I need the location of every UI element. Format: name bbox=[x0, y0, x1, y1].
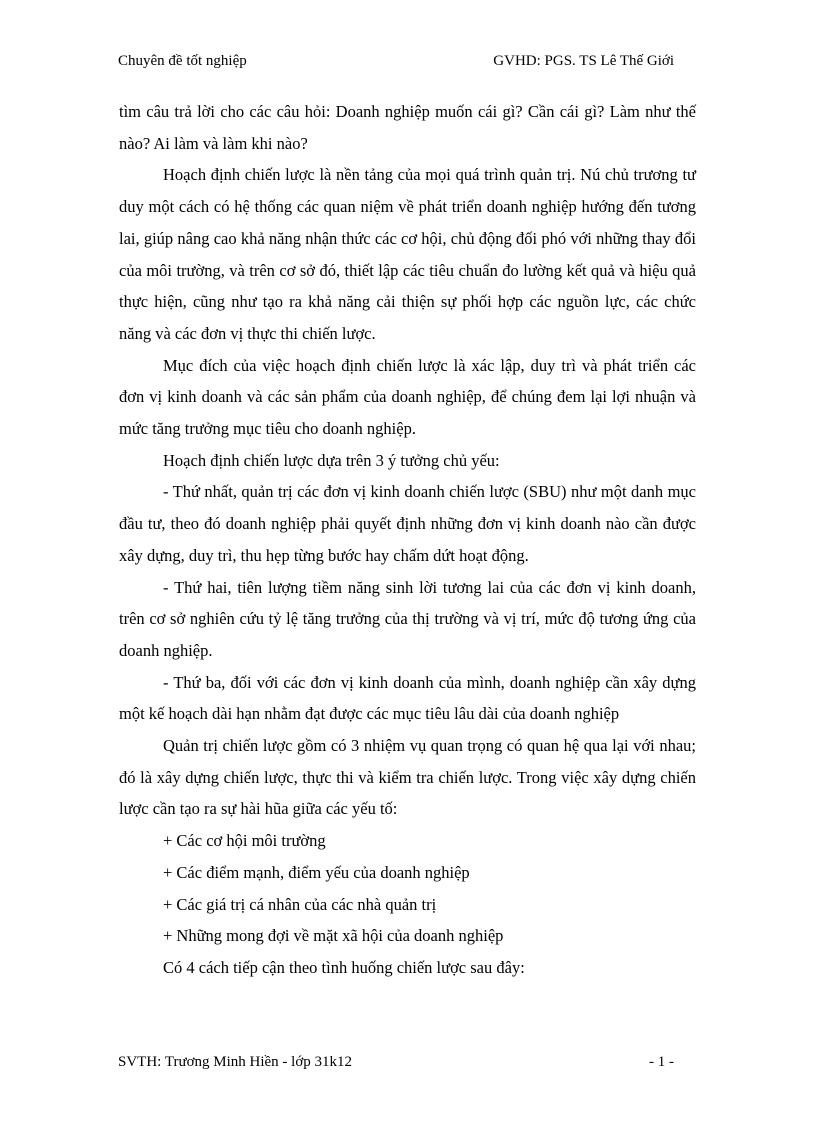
list-paragraph: - Thứ hai, tiên lượng tiềm năng sinh lời tương lai của các đơn vị kinh doanh, trên cơ sở nghiên cứu tỷ lệ tăng trưởng của thị trường và vị trí, mức độ tương ứng của doanh nghiệp. bbox=[119, 577, 696, 660]
list-paragraph: - Thứ nhất, quản trị các đơn vị kinh doanh chiến lược (SBU) như một danh mục đầu tư, theo đó doanh nghiệp phải quyết định những đơn vị kinh doanh nào cần được xây dựng, duy trì, thu hẹp từng bước hay chấm dứt hoạt động. bbox=[119, 482, 696, 565]
paragraph: Hoạch định chiến lược là nền tảng của mọi quá trình quản trị. Nú chủ trương tư duy một cách có hệ thống các quan niệm về phát triển doanh nghiệp hướng đến tương lai, giúp nâng cao khả năng nhận thức các cơ hội, chủ động đối phó với những thay đổi của môi trường, và trên cơ sở đó, thiết lập các tiêu chuẩn đo lường kết quả và hiệu quả thực hiện, cũng như tạo ra khả năng cải thiện sự phối hợp các nguồn lực, các chức năng và các đơn vị thực thi chiến lược. bbox=[119, 165, 696, 343]
paragraph: Hoạch định chiến lược dựa trên 3 ý tưởng chủ yếu: bbox=[163, 450, 500, 470]
header-left-text: Chuyên đề tốt nghiệp bbox=[118, 53, 247, 69]
list-paragraph: - Thứ ba, đối với các đơn vị kinh doanh của mình, doanh nghiệp cần xây dựng một kế hoạch dài hạn nhằm đạt được các mục tiêu lâu dài của doanh nghiệp bbox=[119, 672, 696, 724]
list-item: + Các cơ hội môi trường bbox=[163, 831, 326, 851]
body-text bbox=[119, 96, 696, 984]
running-footer bbox=[118, 1054, 674, 1071]
header-right-text: GVHD: PGS. TS Lê Thế Giới bbox=[493, 53, 674, 69]
running-header bbox=[118, 53, 674, 70]
list-item: + Các giá trị cá nhân của các nhà quản trị bbox=[163, 894, 437, 914]
page-number: - 1 - bbox=[649, 1054, 674, 1070]
paragraph-continuation: tìm câu trả lời cho các câu hỏi: Doanh nghiệp muốn cái gì? Cần cái gì? Làm như thế nào? Ai làm và làm khi nào? bbox=[119, 102, 696, 153]
paragraph: Mục đích của việc hoạch định chiến lược là xác lập, duy trì và phát triển các đơn vị kinh doanh và các sản phẩm của doanh nghiệp, để chúng đem lại lợi nhuận và mức tăng trưởng mục tiêu cho doanh nghiệp. bbox=[119, 355, 696, 439]
paragraph: Quản trị chiến lược gồm có 3 nhiệm vụ quan trọng có quan hệ qua lại với nhau; đó là xây dựng chiến lược, thực thi và kiểm tra chiến lược. Trong việc xây dựng chiến lược cần tạo ra sự hài hũa giữa các yếu tố: bbox=[119, 736, 696, 819]
paragraph: Có 4 cách tiếp cận theo tình huống chiến lược sau đây: bbox=[163, 957, 525, 977]
footer-author-text: SVTH: Trương Minh Hiền - lớp 31k12 bbox=[118, 1054, 353, 1070]
list-item: + Những mong đợi về mặt xã hội của doanh nghiệp bbox=[163, 926, 504, 946]
list-item: + Các điểm mạnh, điểm yếu của doanh nghiệp bbox=[163, 862, 470, 882]
